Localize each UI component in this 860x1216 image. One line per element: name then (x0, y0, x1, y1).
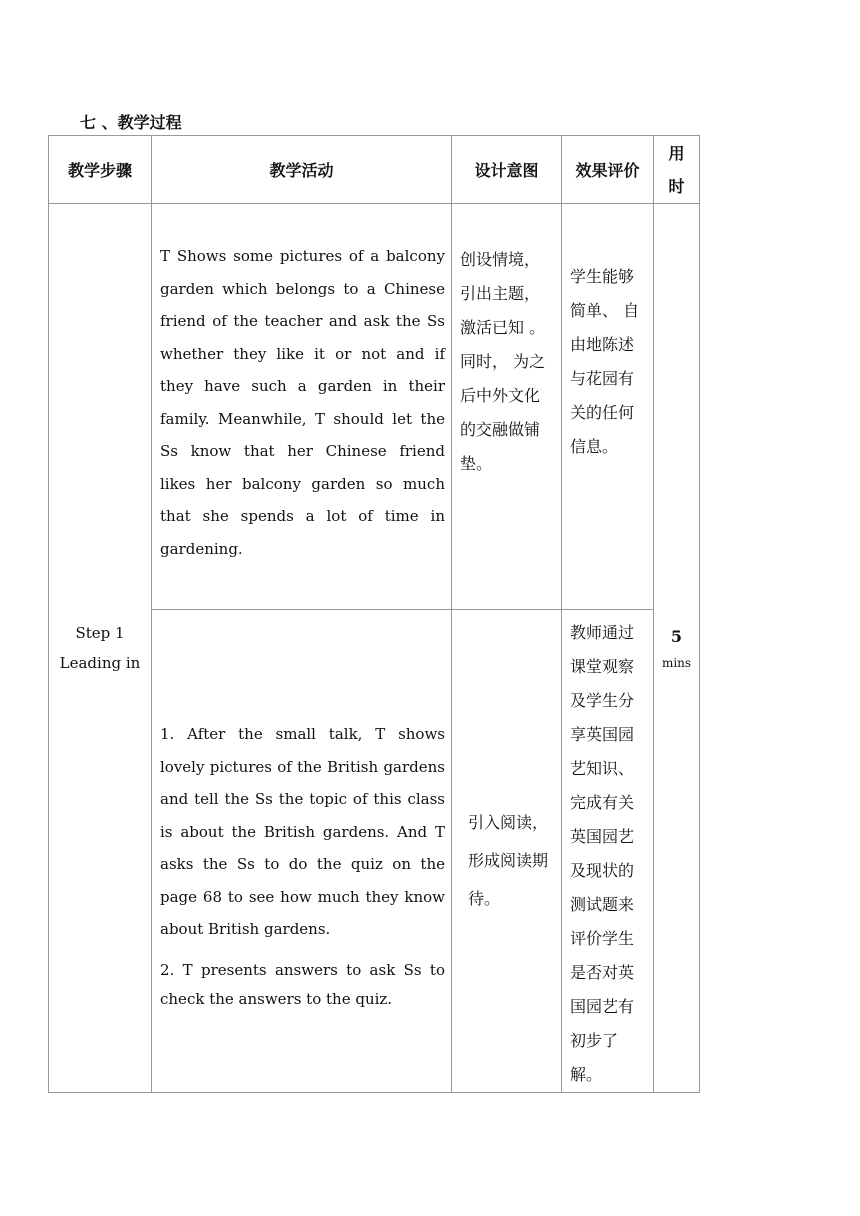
time-cell (654, 204, 700, 1093)
table-row (49, 204, 700, 610)
activity-text: T Shows some pictures of a balcony garden which belongs to a Chinese friend of the teacher and ask the Ss whether they like it or not and if they have such a garden in their family. Meanwhile, T should let the Ss know that her Chinese friend likes her balcony garden so much that she spends a lot of time in gardening. (160, 247, 445, 558)
header-row (49, 136, 700, 204)
time-unit: mins (661, 655, 692, 670)
time-value: 5 (670, 626, 683, 646)
header-evaluation: 效果评价 (562, 136, 654, 204)
evaluation-cell: 教师通过课堂观察及学生分享英国园艺知识、完成有关英国园艺及现状的测试题来评价学生是否对英国园艺有初步了解。 (562, 610, 654, 1093)
header-intent: 设计意图 (452, 136, 562, 204)
step-name: Leading in (59, 654, 141, 672)
activity-cell (152, 610, 452, 1093)
activity-paragraph-2: 2. T presents answers to ask Ss to check the answers to the quiz. (160, 960, 445, 1008)
header-time-line2: 时 (668, 176, 685, 196)
section-title: 七 、教学过程 (80, 113, 182, 132)
step-cell (49, 204, 152, 1093)
intent-cell: 创设情境，引出主题，激活已知 。同时， 为之后中外文化的交融做铺垫。 (452, 204, 562, 610)
evaluation-cell: 学生能够简单、 自由地陈述与花园有关的任何信息。 (562, 204, 654, 610)
header-step: 教学步骤 (49, 136, 152, 204)
activity-paragraph-1: 1. After the small talk, T shows lovely pictures of the British gardens and tell the Ss the topic of this class is about the British gardens. And T asks the Ss to do the quiz on the page 68 to see how much they know about British gardens. (160, 725, 445, 939)
teaching-process-table (48, 135, 700, 1093)
header-activity: 教学活动 (152, 136, 452, 204)
header-time-line1: 用 (668, 143, 685, 163)
header-time (654, 136, 700, 204)
intent-cell: 引入阅读，形成阅读期待。 (452, 610, 562, 1093)
activity-cell (152, 204, 452, 610)
step-number: Step 1 (75, 624, 125, 642)
